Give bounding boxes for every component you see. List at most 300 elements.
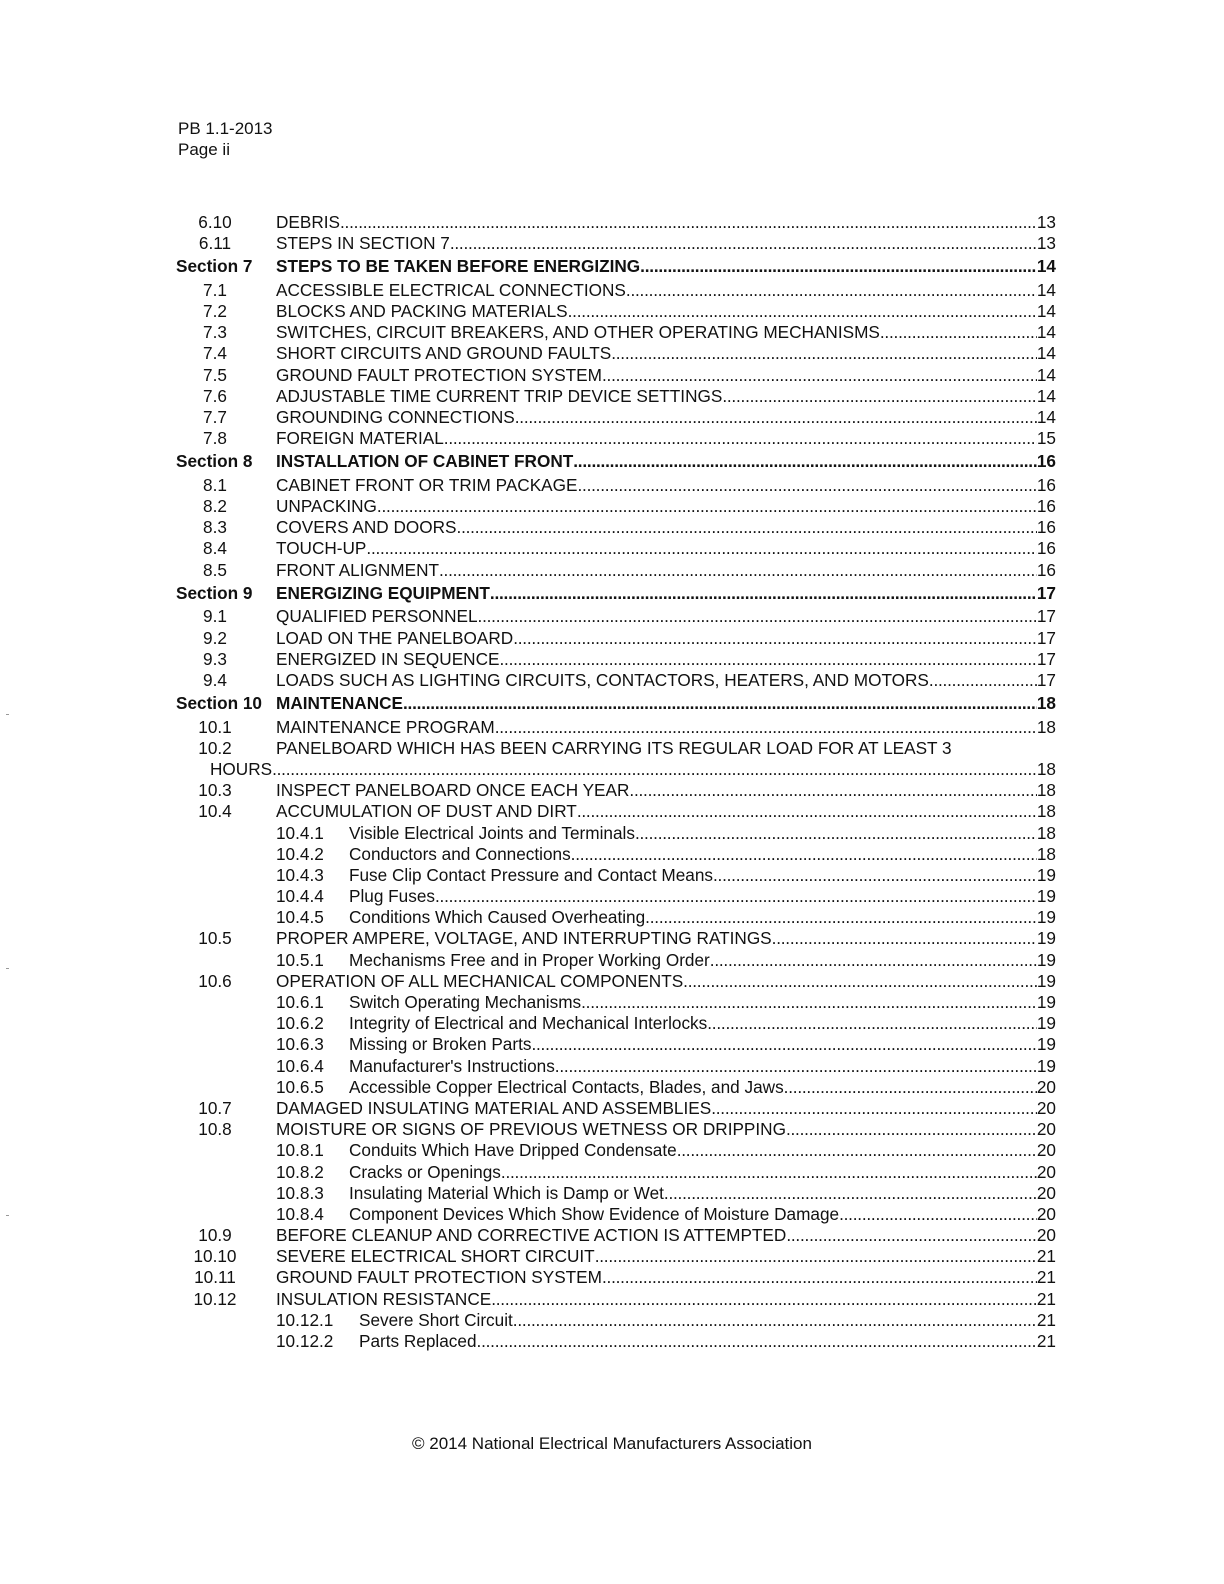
toc-entry-row[interactable] bbox=[176, 801, 1056, 822]
toc-entry-row[interactable] bbox=[176, 907, 1056, 928]
toc-entry-title: STEPS TO BE TAKEN BEFORE ENERGIZING bbox=[276, 256, 641, 277]
copyright-footer: © 2014 National Electrical Manufacturers Association bbox=[412, 1434, 812, 1453]
toc-page-number: 19 bbox=[1036, 886, 1056, 907]
toc-page-number: 16 bbox=[1036, 517, 1056, 538]
dot-leader bbox=[786, 1119, 1037, 1140]
dot-leader bbox=[444, 428, 1037, 449]
toc-entry-row[interactable] bbox=[176, 628, 1056, 649]
toc-entry-title: ADJUSTABLE TIME CURRENT TRIP DEVICE SETTINGS bbox=[276, 385, 723, 406]
dot-leader bbox=[555, 1056, 1037, 1077]
dot-leader bbox=[784, 1077, 1037, 1098]
toc-entry-row[interactable] bbox=[176, 759, 1056, 780]
toc-page-number: 21 bbox=[1036, 1331, 1056, 1351]
dot-leader bbox=[501, 1162, 1037, 1183]
toc-entry-number: 10.8.3 bbox=[276, 1182, 324, 1203]
toc-page-number: 18 bbox=[1036, 843, 1056, 864]
dot-leader bbox=[635, 823, 1037, 844]
toc-page-number: 18 bbox=[1036, 758, 1056, 779]
toc-entry-number: 10.5.1 bbox=[276, 949, 324, 970]
toc-entry-row[interactable] bbox=[176, 950, 1056, 971]
page-number: Page ii bbox=[178, 140, 230, 159]
toc-entry-text bbox=[349, 1183, 1056, 1204]
toc-entry-row[interactable] bbox=[176, 928, 1056, 949]
toc-entry-number: 10.6.5 bbox=[276, 1076, 324, 1097]
toc-entry-row[interactable] bbox=[176, 1183, 1056, 1204]
toc-entry-number: Section 8 bbox=[176, 451, 253, 472]
toc-entry-text bbox=[349, 844, 1056, 865]
toc-entry-title: OPERATION OF ALL MECHANICAL COMPONENTS bbox=[276, 970, 684, 991]
toc-entry-number: 7.2 bbox=[203, 301, 227, 322]
toc-page-number: 14 bbox=[1036, 407, 1056, 427]
toc-entry-row[interactable] bbox=[176, 1119, 1056, 1140]
toc-page-number: 19 bbox=[1036, 970, 1056, 991]
toc-entry-row[interactable] bbox=[176, 1140, 1056, 1161]
toc-entry-title: MAINTENANCE PROGRAM bbox=[276, 716, 495, 737]
dot-leader bbox=[602, 365, 1037, 386]
toc-page-number: 20 bbox=[1036, 1076, 1056, 1097]
toc-entry-row[interactable] bbox=[176, 386, 1056, 407]
toc-entry-text bbox=[276, 365, 1056, 386]
toc-page-number: 13 bbox=[1036, 212, 1056, 232]
toc-entry-text bbox=[276, 971, 1056, 992]
toc-entry-title: Manufacturer's Instructions bbox=[349, 1055, 555, 1076]
toc-entry-title: Parts Replaced bbox=[359, 1331, 477, 1351]
toc-page-number: 19 bbox=[1036, 992, 1056, 1012]
dot-leader bbox=[513, 628, 1037, 649]
toc-entry-text bbox=[359, 1310, 1056, 1331]
toc-entry-text bbox=[349, 907, 1056, 928]
toc-page-number: 21 bbox=[1036, 1309, 1056, 1330]
toc-entry-text bbox=[276, 475, 1056, 496]
toc-entry-number: 10.12 bbox=[193, 1288, 237, 1309]
toc-entry-title: DEBRIS bbox=[276, 212, 340, 232]
toc-entry-title: Missing or Broken Parts bbox=[349, 1034, 532, 1055]
dot-leader bbox=[377, 496, 1037, 517]
toc-entry-text bbox=[349, 1056, 1056, 1077]
toc-page-number: 13 bbox=[1036, 233, 1056, 254]
dot-leader bbox=[929, 670, 1037, 691]
toc-entry-number: 10.6.1 bbox=[276, 992, 324, 1012]
toc-page-number: 16 bbox=[1036, 559, 1056, 580]
toc-entry-title: LOADS SUCH AS LIGHTING CIRCUITS, CONTACTORS, HEATERS, AND MOTORS bbox=[276, 669, 929, 690]
toc-entry-text bbox=[349, 950, 1056, 971]
toc-entry-number: 8.4 bbox=[203, 538, 227, 559]
toc-entry-title: GROUND FAULT PROTECTION SYSTEM bbox=[276, 1267, 602, 1288]
toc-page-number: 18 bbox=[1036, 822, 1056, 843]
toc-entry-text bbox=[276, 322, 1056, 343]
toc-entry-number: 10.3 bbox=[198, 780, 232, 801]
toc-entry-text bbox=[276, 670, 1056, 691]
scan-mark bbox=[6, 968, 9, 969]
toc-entry-number: 10.7 bbox=[198, 1097, 232, 1118]
dot-leader bbox=[366, 538, 1036, 559]
toc-entry-number: 10.4 bbox=[198, 801, 232, 822]
dot-leader bbox=[880, 322, 1037, 343]
table-of-contents bbox=[176, 212, 1056, 1352]
toc-entry-title: Component Devices Which Show Evidence of Moisture Damage bbox=[349, 1203, 840, 1224]
toc-page-number: 19 bbox=[1036, 907, 1056, 928]
toc-entry-text bbox=[276, 606, 1056, 627]
toc-entry-row[interactable] bbox=[176, 971, 1056, 992]
toc-entry-row[interactable] bbox=[176, 1162, 1056, 1183]
toc-entry-row[interactable] bbox=[176, 280, 1056, 301]
toc-entry-title: ACCESSIBLE ELECTRICAL CONNECTIONS bbox=[276, 279, 626, 300]
toc-entry-number: 7.4 bbox=[203, 343, 227, 364]
toc-page-number: 18 bbox=[1036, 693, 1056, 714]
toc-page-number: 14 bbox=[1036, 322, 1056, 343]
toc-entry-row[interactable] bbox=[176, 1246, 1056, 1267]
toc-entry-title: CABINET FRONT OR TRIM PACKAGE bbox=[276, 474, 578, 495]
toc-entry-number: Section 7 bbox=[176, 256, 253, 277]
dot-leader bbox=[577, 475, 1036, 496]
toc-entry-title: BEFORE CLEANUP AND CORRECTIVE ACTION IS ATTEMPTED bbox=[276, 1225, 787, 1246]
toc-entry-number: 7.3 bbox=[203, 322, 227, 343]
toc-entry-text bbox=[349, 886, 1056, 907]
toc-entry-number: 8.1 bbox=[203, 474, 227, 495]
toc-entry-row[interactable] bbox=[176, 407, 1056, 428]
toc-entry-number: 10.12.1 bbox=[276, 1309, 334, 1330]
toc-entry-row[interactable] bbox=[176, 1289, 1056, 1310]
toc-page-number: 17 bbox=[1036, 669, 1056, 690]
toc-entry-number: 10.4.4 bbox=[276, 886, 324, 907]
toc-entry-number: 10.6 bbox=[198, 970, 232, 991]
toc-entry-title: SHORT CIRCUITS AND GROUND FAULTS bbox=[276, 343, 612, 364]
toc-page-number: 19 bbox=[1036, 949, 1056, 970]
dot-leader bbox=[568, 301, 1037, 322]
toc-entry-row[interactable] bbox=[176, 606, 1056, 627]
toc-page-number: 17 bbox=[1036, 606, 1056, 627]
toc-page-number: 17 bbox=[1036, 582, 1056, 603]
toc-entry-title: Fuse Clip Contact Pressure and Contact Means bbox=[349, 864, 713, 885]
toc-section-row[interactable] bbox=[176, 581, 1056, 607]
toc-entry-title: INSTALLATION OF CABINET FRONT bbox=[276, 451, 574, 472]
toc-entry-text bbox=[276, 1267, 1056, 1288]
toc-page-number: 20 bbox=[1036, 1119, 1056, 1140]
toc-page-number: 18 bbox=[1036, 716, 1056, 737]
toc-entry-text bbox=[276, 1119, 1056, 1140]
toc-entry-text bbox=[349, 1077, 1056, 1098]
toc-entry-row[interactable] bbox=[176, 717, 1056, 738]
toc-entry-title: Integrity of Electrical and Mechanical Interlocks bbox=[349, 1013, 708, 1034]
toc-page-number: 14 bbox=[1036, 279, 1056, 300]
toc-entry-number: 10.6.2 bbox=[276, 1013, 324, 1034]
toc-entry-row[interactable] bbox=[176, 1267, 1056, 1288]
toc-entry-title: Plug Fuses bbox=[349, 886, 435, 907]
toc-entry-title: BLOCKS AND PACKING MATERIALS bbox=[276, 301, 568, 322]
toc-entry-text bbox=[276, 254, 1056, 280]
toc-entry-row[interactable] bbox=[176, 517, 1056, 538]
dot-leader bbox=[611, 343, 1037, 364]
toc-entry-text bbox=[276, 538, 1056, 559]
toc-entry-row[interactable] bbox=[176, 738, 1056, 759]
dot-leader bbox=[450, 233, 1037, 254]
toc-entry-text bbox=[276, 343, 1056, 364]
toc-entry-row[interactable] bbox=[176, 343, 1056, 364]
toc-entry-row[interactable] bbox=[176, 365, 1056, 386]
toc-page-number: 21 bbox=[1036, 1288, 1056, 1309]
toc-entry-number: 6.10 bbox=[198, 212, 232, 232]
toc-page-number: 14 bbox=[1036, 256, 1056, 277]
toc-entry-number: 10.8.2 bbox=[276, 1161, 324, 1182]
toc-entry-title: Conduits Which Have Dripped Condensate bbox=[349, 1140, 677, 1161]
toc-section-row[interactable] bbox=[176, 449, 1056, 475]
toc-entry-text bbox=[276, 301, 1056, 322]
toc-page-number: 17 bbox=[1036, 648, 1056, 669]
dot-leader bbox=[457, 517, 1037, 538]
toc-page-number: 18 bbox=[1036, 780, 1056, 801]
toc-page-number: 16 bbox=[1036, 474, 1056, 495]
dot-leader bbox=[573, 449, 1037, 475]
toc-entry-row[interactable] bbox=[176, 823, 1056, 844]
dot-leader bbox=[683, 971, 1037, 992]
toc-entry-text bbox=[276, 560, 1056, 581]
toc-entry-text bbox=[349, 992, 1056, 1013]
toc-entry-text bbox=[359, 1331, 1056, 1352]
toc-entry-text bbox=[276, 407, 1056, 428]
dot-leader bbox=[645, 907, 1037, 928]
toc-entry-number: Section 9 bbox=[176, 582, 253, 603]
toc-page-number: 19 bbox=[1036, 1034, 1056, 1055]
dot-leader bbox=[677, 1140, 1037, 1161]
dot-leader bbox=[272, 759, 1037, 780]
toc-entry-text bbox=[349, 865, 1056, 886]
toc-entry-text bbox=[349, 1034, 1056, 1055]
toc-entry-number: 8.2 bbox=[203, 496, 227, 517]
toc-entry-number: 7.5 bbox=[203, 364, 227, 385]
dot-leader bbox=[478, 606, 1037, 627]
toc-entry-title: PROPER AMPERE, VOLTAGE, AND INTERRUPTING RATINGS bbox=[276, 928, 772, 949]
toc-entry-text bbox=[276, 1098, 1056, 1119]
toc-entry-number: 10.4.5 bbox=[276, 907, 324, 928]
dot-leader bbox=[640, 254, 1037, 280]
toc-entry-number: 10.12.2 bbox=[276, 1331, 334, 1351]
toc-entry-title: INSPECT PANELBOARD ONCE EACH YEAR bbox=[276, 780, 630, 801]
toc-entry-number: 10.4.2 bbox=[276, 843, 324, 864]
toc-entry-row[interactable] bbox=[176, 560, 1056, 581]
toc-entry-number: 10.4.1 bbox=[276, 822, 324, 843]
toc-entry-title: Conditions Which Caused Overheating bbox=[349, 907, 646, 928]
toc-entry-number: 10.9 bbox=[198, 1225, 232, 1246]
toc-page-number: 15 bbox=[1036, 428, 1056, 449]
toc-page-number: 20 bbox=[1036, 1161, 1056, 1182]
dot-leader bbox=[490, 581, 1037, 607]
dot-leader bbox=[513, 1310, 1037, 1331]
toc-entry-text bbox=[276, 449, 1056, 475]
toc-entry-text bbox=[276, 1225, 1056, 1246]
toc-entry-number: 10.10 bbox=[193, 1246, 237, 1267]
toc-entry-title: Visible Electrical Joints and Terminals bbox=[349, 822, 635, 843]
toc-entry-title: Conductors and Connections bbox=[349, 843, 571, 864]
toc-page-number: 19 bbox=[1036, 928, 1056, 949]
toc-entry-text bbox=[349, 1162, 1056, 1183]
toc-page-number: 20 bbox=[1036, 1203, 1056, 1224]
toc-entry-row[interactable] bbox=[176, 886, 1056, 907]
toc-entry-row[interactable] bbox=[176, 1077, 1056, 1098]
toc-entry-row[interactable] bbox=[176, 1098, 1056, 1119]
toc-entry-row[interactable] bbox=[176, 1225, 1056, 1246]
toc-entry-row[interactable] bbox=[176, 322, 1056, 343]
dot-leader bbox=[602, 1267, 1037, 1288]
toc-entry-title: STEPS IN SECTION 7 bbox=[276, 233, 450, 254]
dot-leader bbox=[495, 717, 1037, 738]
toc-entry-title: Mechanisms Free and in Proper Working Order bbox=[349, 949, 710, 970]
scan-mark bbox=[6, 1215, 9, 1216]
dot-leader bbox=[710, 950, 1037, 971]
toc-entry-title: DAMAGED INSULATING MATERIAL AND ASSEMBLIES bbox=[276, 1097, 712, 1118]
toc-entry-text bbox=[276, 738, 1056, 759]
toc-entry-title: FOREIGN MATERIAL bbox=[276, 428, 444, 449]
dot-leader bbox=[722, 386, 1037, 407]
toc-entry-number: Section 10 bbox=[176, 693, 262, 714]
dot-leader bbox=[711, 1098, 1037, 1119]
toc-entry-title: LOAD ON THE PANELBOARD bbox=[276, 627, 514, 648]
toc-entry-row[interactable] bbox=[176, 1310, 1056, 1331]
toc-entry-title: PANELBOARD WHICH HAS BEEN CARRYING ITS REGULAR LOAD FOR AT LEAST 3 bbox=[276, 737, 952, 758]
toc-entry-row[interactable] bbox=[176, 538, 1056, 559]
toc-entry-row[interactable] bbox=[176, 1204, 1056, 1225]
toc-entry-title: GROUND FAULT PROTECTION SYSTEM bbox=[276, 364, 602, 385]
toc-entry-text bbox=[276, 517, 1056, 538]
toc-entry-number: 6.11 bbox=[198, 233, 232, 254]
toc-entry-row[interactable] bbox=[176, 496, 1056, 517]
toc-entry-title: Severe Short Circuit bbox=[359, 1309, 513, 1330]
toc-entry-row[interactable] bbox=[176, 475, 1056, 496]
toc-entry-row[interactable] bbox=[176, 992, 1056, 1013]
toc-entry-title: FRONT ALIGNMENT bbox=[276, 559, 439, 580]
toc-entry-text bbox=[276, 428, 1056, 449]
dot-leader bbox=[713, 865, 1037, 886]
toc-page-number: 18 bbox=[1036, 801, 1056, 822]
dot-leader bbox=[439, 560, 1037, 581]
toc-entry-title: GROUNDING CONNECTIONS bbox=[276, 407, 515, 427]
toc-page-number: 14 bbox=[1036, 301, 1056, 322]
toc-entry-number: 10.8.1 bbox=[276, 1140, 324, 1161]
dot-leader bbox=[772, 928, 1037, 949]
toc-entry-title: HOURS bbox=[210, 758, 273, 779]
toc-entry-number: 7.7 bbox=[203, 407, 227, 427]
toc-section-row[interactable] bbox=[176, 691, 1056, 717]
dot-leader bbox=[435, 886, 1037, 907]
toc-entry-title: ENERGIZED IN SEQUENCE bbox=[276, 648, 500, 669]
toc-entry-text bbox=[276, 496, 1056, 517]
toc-entry-text bbox=[349, 823, 1056, 844]
toc-page-number: 20 bbox=[1036, 1097, 1056, 1118]
toc-entry-title: Switch Operating Mechanisms bbox=[349, 992, 582, 1012]
dot-leader bbox=[515, 407, 1037, 428]
toc-entry-number: 9.3 bbox=[203, 648, 227, 669]
toc-entry-row[interactable] bbox=[176, 233, 1056, 254]
dot-leader bbox=[531, 1034, 1036, 1055]
toc-page-number: 16 bbox=[1036, 496, 1056, 517]
toc-entry-number: 8.3 bbox=[203, 517, 227, 538]
page-header bbox=[178, 118, 273, 160]
toc-page-number: 16 bbox=[1036, 451, 1056, 472]
toc-page-number: 20 bbox=[1036, 1182, 1056, 1203]
toc-entry-text bbox=[276, 1246, 1056, 1267]
toc-entry-number: 8.5 bbox=[203, 559, 227, 580]
toc-entry-number: 9.4 bbox=[203, 669, 227, 690]
toc-entry-title: TOUCH-UP bbox=[276, 538, 367, 559]
dot-leader bbox=[577, 801, 1037, 822]
document-id: PB 1.1-2013 bbox=[178, 119, 273, 138]
toc-entry-text bbox=[349, 1013, 1056, 1034]
toc-entry-row[interactable] bbox=[176, 428, 1056, 449]
dot-leader bbox=[499, 649, 1036, 670]
dot-leader bbox=[571, 844, 1037, 865]
toc-page-number: 19 bbox=[1036, 1013, 1056, 1034]
toc-entry-row[interactable] bbox=[176, 1013, 1056, 1034]
toc-entry-row[interactable] bbox=[176, 1056, 1056, 1077]
toc-entry-text bbox=[276, 717, 1056, 738]
toc-entry-number: 10.11 bbox=[194, 1267, 236, 1288]
toc-entry-number: 10.6.4 bbox=[276, 1055, 324, 1076]
toc-entry-title: MOISTURE OR SIGNS OF PREVIOUS WETNESS OR DRIPPING bbox=[276, 1119, 786, 1140]
toc-entry-text bbox=[276, 649, 1056, 670]
toc-page-number: 16 bbox=[1036, 538, 1056, 559]
dot-leader bbox=[403, 691, 1037, 717]
dot-leader bbox=[340, 212, 1037, 233]
toc-section-row[interactable] bbox=[176, 254, 1056, 280]
toc-entry-text bbox=[276, 280, 1056, 301]
toc-page-number: 14 bbox=[1036, 343, 1056, 364]
toc-entry-number: 10.6.3 bbox=[276, 1034, 324, 1055]
toc-entry-title: UNPACKING bbox=[276, 496, 377, 517]
toc-entry-title: SWITCHES, CIRCUIT BREAKERS, AND OTHER OPERATING MECHANISMS bbox=[276, 322, 880, 343]
toc-entry-row[interactable] bbox=[176, 780, 1056, 801]
toc-entry-title: QUALIFIED PERSONNEL bbox=[276, 606, 478, 627]
toc-entry-text bbox=[276, 1289, 1056, 1310]
toc-entry-text bbox=[276, 691, 1056, 717]
toc-entry-row[interactable] bbox=[176, 301, 1056, 322]
toc-entry-row[interactable] bbox=[176, 649, 1056, 670]
toc-page-number: 19 bbox=[1036, 864, 1056, 885]
toc-entry-row[interactable] bbox=[176, 212, 1056, 233]
toc-entry-row[interactable] bbox=[176, 670, 1056, 691]
toc-entry-row[interactable] bbox=[176, 865, 1056, 886]
toc-entry-row[interactable] bbox=[176, 1034, 1056, 1055]
scan-mark bbox=[6, 714, 9, 715]
toc-entry-text bbox=[276, 628, 1056, 649]
toc-entry-text bbox=[276, 233, 1056, 254]
toc-entry-text bbox=[276, 386, 1056, 407]
toc-entry-row[interactable] bbox=[176, 1331, 1056, 1352]
toc-entry-number: 10.8.4 bbox=[276, 1203, 324, 1224]
dot-leader bbox=[629, 780, 1036, 801]
toc-entry-number: 9.2 bbox=[203, 627, 227, 648]
toc-entry-number: 10.1 bbox=[198, 716, 232, 737]
toc-entry-number: 7.8 bbox=[203, 428, 227, 449]
toc-page-number: 21 bbox=[1036, 1246, 1056, 1267]
toc-entry-number: 10.2 bbox=[198, 737, 232, 758]
toc-page-number: 20 bbox=[1036, 1225, 1056, 1246]
toc-entry-title: Insulating Material Which is Damp or Wet bbox=[349, 1182, 664, 1203]
toc-page-number: 14 bbox=[1036, 364, 1056, 385]
toc-entry-row[interactable] bbox=[176, 844, 1056, 865]
toc-entry-number: 10.5 bbox=[198, 928, 232, 949]
dot-leader bbox=[595, 1246, 1037, 1267]
toc-entry-text bbox=[276, 581, 1056, 607]
toc-entry-text bbox=[276, 780, 1056, 801]
toc-entry-text bbox=[276, 212, 1056, 233]
toc-entry-title: INSULATION RESISTANCE bbox=[276, 1288, 492, 1309]
dot-leader bbox=[839, 1204, 1037, 1225]
dot-leader bbox=[581, 992, 1037, 1013]
toc-page-number: 17 bbox=[1036, 627, 1056, 648]
toc-entry-title: MAINTENANCE bbox=[276, 693, 403, 714]
toc-entry-number: 7.1 bbox=[203, 279, 227, 300]
toc-entry-title: ENERGIZING EQUIPMENT bbox=[276, 582, 490, 603]
toc-entry-text bbox=[276, 928, 1056, 949]
